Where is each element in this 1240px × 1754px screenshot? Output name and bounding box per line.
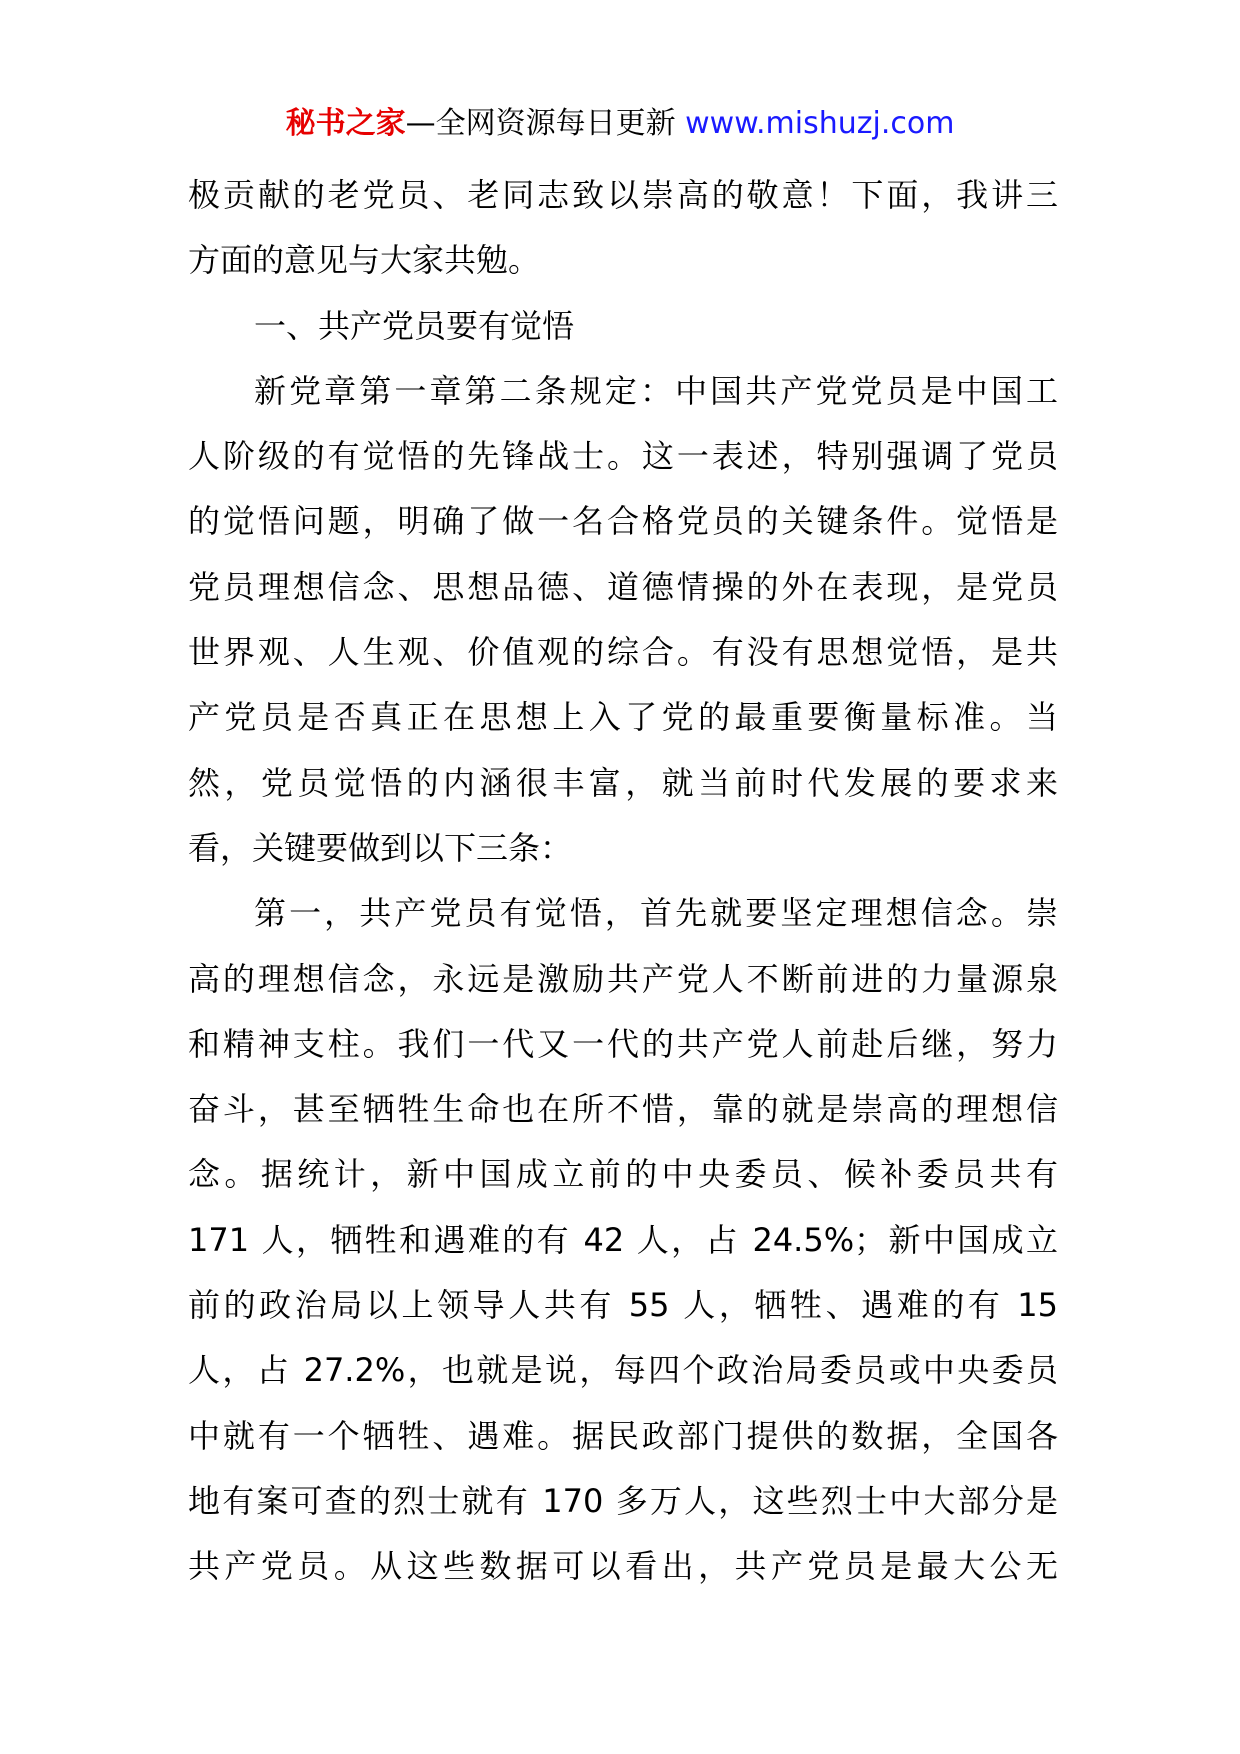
text-line: 极贡献的老党员、老同志致以崇高的敬意！下面，我讲三 <box>188 176 1058 214</box>
site-url-link[interactable]: www.mishuzj.com <box>685 106 955 141</box>
text-line: 人阶级的有觉悟的先锋战士。这一表述，特别强调了党员 <box>188 437 1058 476</box>
text-line: 共产党员。从这些数据可以看出，共产党员是最大公无 <box>188 1547 1058 1586</box>
text-line: 第一，共产党员有觉悟，首先就要坚定理想信念。崇 <box>254 894 1058 933</box>
text-line: 地有案可查的烈士就有 170 多万人，这些烈士中大部分是 <box>188 1481 1058 1520</box>
text-line: 看，关键要做到以下三条： <box>188 828 573 867</box>
text-line: 然，党员觉悟的内涵很丰富，就当前时代发展的要求来 <box>188 763 1058 802</box>
document-body <box>188 163 1058 1600</box>
text-line: 中就有一个牺牲、遇难。据民政部门提供的数据，全国各 <box>188 1416 1058 1455</box>
text-line: 方面的意见与大家共勉。 <box>188 241 541 280</box>
site-tagline: —全网资源每日更新 <box>405 106 686 141</box>
text-line: 新党章第一章第二条规定：中国共产党党员是中国工 <box>254 371 1058 410</box>
site-brand: 秘书之家 <box>285 106 406 141</box>
text-line: 产党员是否真正在思想上入了党的最重要衡量标准。当 <box>188 698 1058 737</box>
text-line: 171 人，牺牲和遇难的有 42 人，占 24.5%；新中国成立 <box>188 1220 1058 1259</box>
text-line: 和精神支柱。我们一代又一代的共产党人前赴后继，努力 <box>188 1024 1058 1063</box>
page-header <box>0 100 1240 148</box>
text-line: 一、共产党员要有觉悟 <box>254 306 575 345</box>
text-line: 念。据统计，新中国成立前的中央委员、候补委员共有 <box>188 1155 1058 1194</box>
text-line: 世界观、人生观、价值观的综合。有没有思想觉悟，是共 <box>188 633 1058 672</box>
text-line: 高的理想信念，永远是激励共产党人不断前进的力量源泉 <box>188 959 1058 998</box>
text-line: 前的政治局以上领导人共有 55 人，牺牲、遇难的有 15 <box>188 1286 1058 1325</box>
text-line: 的觉悟问题，明确了做一名合格党员的关键条件。觉悟是 <box>188 502 1058 541</box>
text-line: 奋斗，甚至牺牲生命也在所不惜，靠的就是崇高的理想信 <box>188 1090 1058 1129</box>
text-line: 党员理想信念、思想品德、道德情操的外在表现，是党员 <box>188 567 1058 606</box>
text-line: 人，占 27.2%，也就是说，每四个政治局委员或中央委员 <box>188 1351 1058 1390</box>
